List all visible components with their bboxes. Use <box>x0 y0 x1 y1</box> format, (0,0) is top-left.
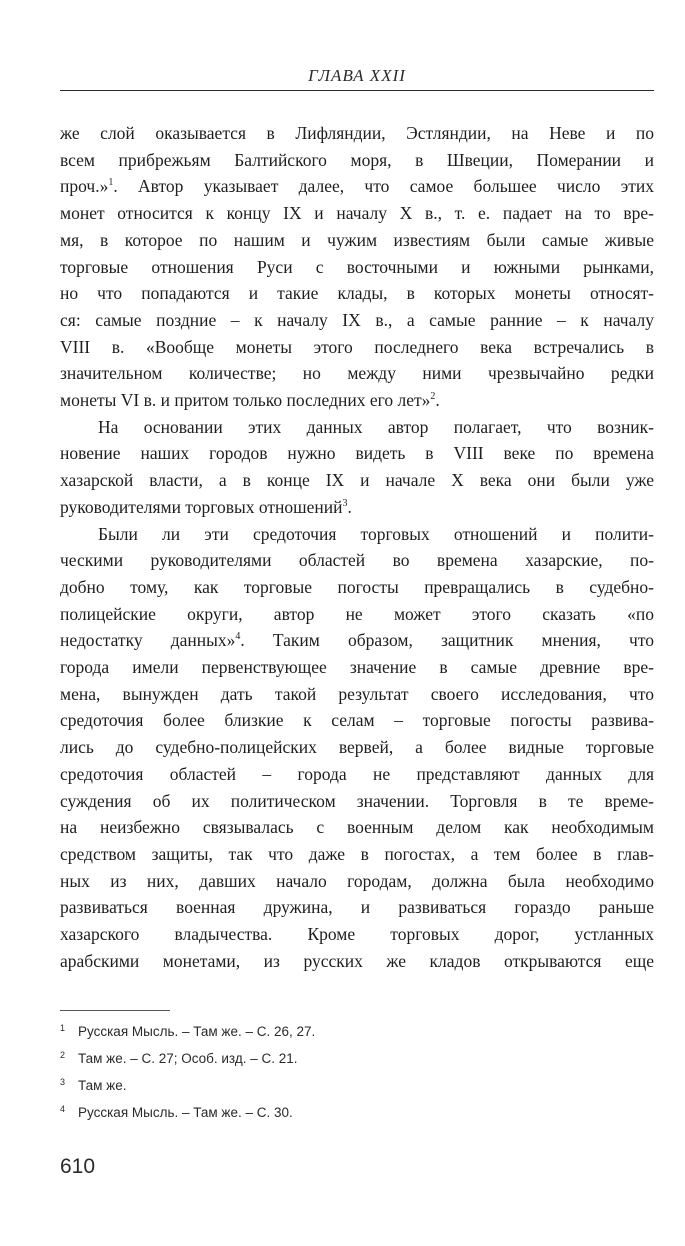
paragraph-3 <box>60 521 654 975</box>
text-fragment: недостатку данных» <box>60 630 236 651</box>
footnote-ref-2: 2 <box>430 391 436 403</box>
text-line: значительном количестве; но между ними чрезвычайно редки <box>60 363 654 384</box>
text-line: арабскими монетами, из русских же кладов открываются еще <box>60 950 654 971</box>
text-line <box>60 494 654 521</box>
text-line <box>60 627 654 654</box>
footnote-text: Там же. – С. 27; Особ. изд. – С. 21. <box>78 1051 298 1066</box>
footnote-ref-3: 3 <box>342 498 348 510</box>
text-line: всем прибрежьям Балтийского моря, в Швеции, Померании и <box>60 149 654 170</box>
footnote-text: Там же. <box>78 1078 127 1093</box>
text-fragment: . <box>347 496 352 517</box>
text-line: монет относится к концу IX и началу X в., т. е. падает на то вре- <box>60 203 654 224</box>
text-line: но что попадаются и такие клады, в которых монеты относят- <box>60 283 654 304</box>
text-line <box>60 387 654 414</box>
footnote-2: 2 Там же. – С. 27; Особ. изд. – С. 21. <box>60 1050 298 1066</box>
text-line: Были ли эти средоточия торговых отношений и полити- <box>98 523 654 544</box>
footnote-1: 1 Русская Мысль. – Там же. – С. 26, 27. <box>60 1023 316 1039</box>
footnote-ref-1: 1 <box>108 177 114 189</box>
text-fragment: проч.» <box>60 176 109 197</box>
paragraph-2 <box>60 414 654 521</box>
text-fragment: . <box>435 390 440 411</box>
text-line: хазарской власти, а в конце IX и начале X века они были уже <box>60 470 654 491</box>
text-line: города имели первенствующее значение в самые древние вре- <box>60 657 654 678</box>
text-line: На основании этих данных автор полагает, что возник- <box>98 416 654 437</box>
text-line: мена, вынужден дать такой результат своего исследования, что <box>60 683 654 704</box>
running-header <box>60 58 654 91</box>
text-line: ческими руководителями областей во времена хазарские, по- <box>60 550 654 571</box>
footnote-divider <box>60 1010 170 1011</box>
chapter-title: ГЛАВА XXII <box>308 66 406 85</box>
paragraph-1 <box>60 120 654 414</box>
page-number: 610 <box>60 1155 96 1178</box>
text-line: лись до судебно-полицейских вервей, а более видные торговые <box>60 737 654 758</box>
text-line: новение наших городов нужно видеть в VIII веке по времена <box>60 443 654 464</box>
text-line: развиваться военная дружина, и развиваться гораздо раньше <box>60 897 654 918</box>
text-fragment: руководителями торговых отношений <box>60 496 343 517</box>
text-line: средством защиты, так что даже в погостах, а тем более в глав- <box>60 843 654 864</box>
text-line: средоточия более близкие к селам – торговые погосты развива- <box>60 710 654 731</box>
text-fragment: . Таким образом, защитник мнения, что <box>240 630 654 651</box>
text-fragment: монеты VI в. и притом только последних его лет» <box>60 390 431 411</box>
text-line: ся: самые поздние – к началу IX в., а самые ранние – к началу <box>60 309 654 330</box>
text-line: мя, в которое по нашим и чужим известиям были самые живые <box>60 229 654 250</box>
text-fragment: . Автор указывает далее, что самое большее число этих <box>113 176 654 197</box>
footnote-4: 4 Русская Мысль. – Там же. – С. 30. <box>60 1104 293 1120</box>
text-line: же слой оказывается в Лифляндии, Эстляндии, на Неве и по <box>60 123 654 143</box>
text-line: на неизбежно связывалась с военным делом как необходимым <box>60 817 654 838</box>
footnote-3: 3 Там же. <box>60 1077 127 1093</box>
text-line: суждения об их политическом значении. Торговля в те време- <box>60 790 654 811</box>
footnotes <box>60 1018 654 1126</box>
text-line: ных из них, давших начало городам, должна была необходимо <box>60 870 654 891</box>
footnote-text: Русская Мысль. – Там же. – С. 30. <box>78 1105 293 1120</box>
text-line: полицейские округи, автор не может этого сказать «по <box>60 603 654 624</box>
text-line: средоточия областей – города не представляют данных для <box>60 763 654 784</box>
text-line: VIII в. «Вообще монеты этого последнего века встречались в <box>60 336 654 357</box>
body-text <box>60 120 654 975</box>
text-line: торговые отношения Руси с восточными и южными рынками, <box>60 256 654 277</box>
text-line <box>60 173 654 200</box>
footnote-ref-4: 4 <box>235 631 241 643</box>
footnote-text: Русская Мысль. – Там же. – С. 26, 27. <box>78 1024 316 1039</box>
text-line: добно тому, как торговые погосты превращались в судебно- <box>60 576 654 597</box>
text-line: хазарского владычества. Кроме торговых дорог, устланных <box>60 924 654 945</box>
